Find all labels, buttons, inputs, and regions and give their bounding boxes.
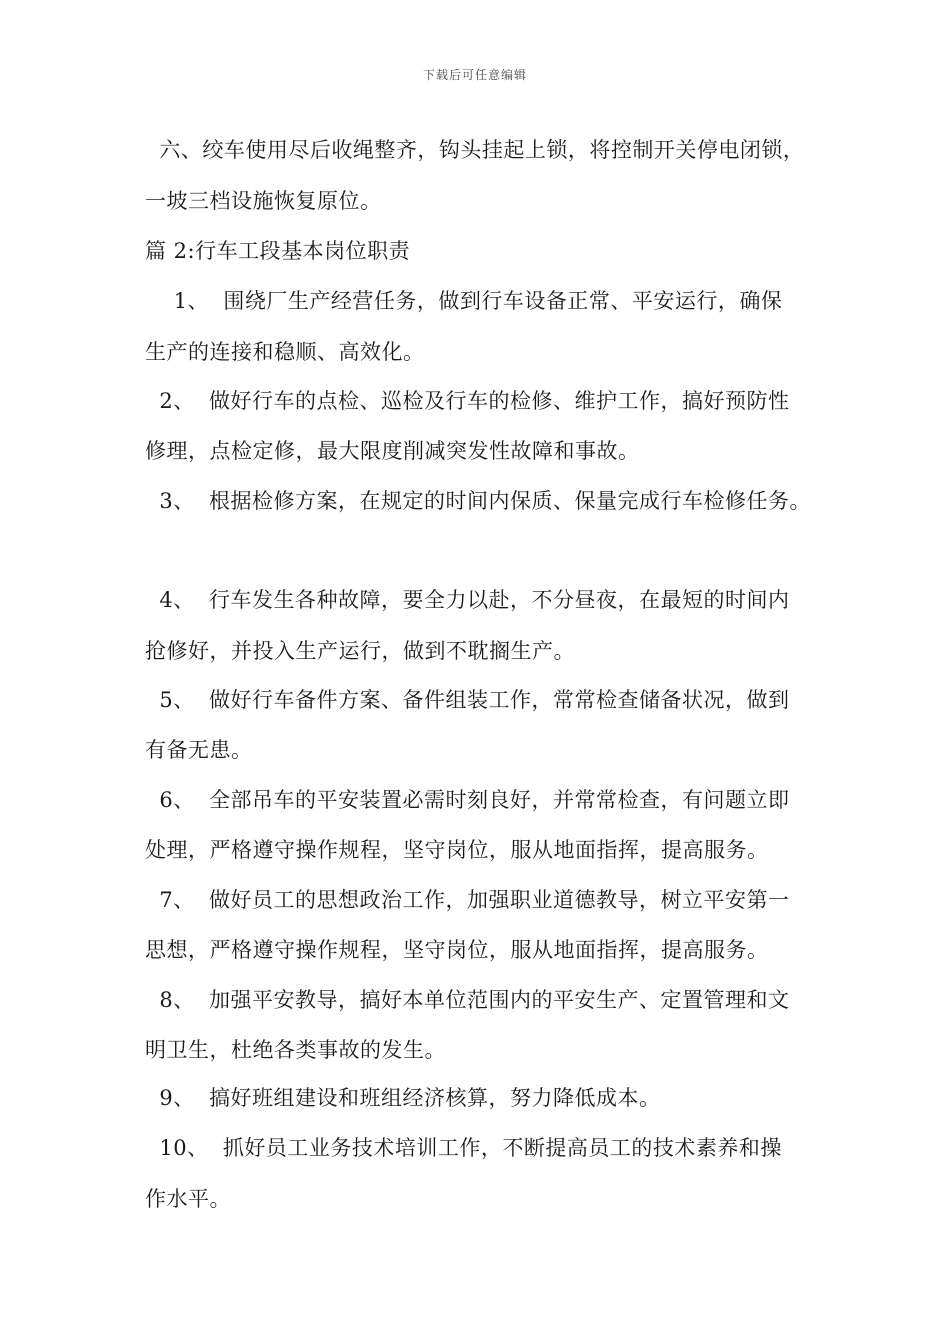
text-line: 1、 围绕厂生产经营任务，做到行车设备正常、平安运行，确保 xyxy=(145,289,783,313)
text-line: 9、 搞好班组建设和班组经济核算，努力降低成本。 xyxy=(145,1086,661,1110)
text-line: 4、 行车发生各种故障，要全力以赴，不分昼夜，在最短的时间内 xyxy=(145,588,790,612)
text-line: 一坡三档设施恢复原位。 xyxy=(145,189,382,213)
text-line: 7、 做好员工的思想政治工作，加强职业道德教导，树立平安第一 xyxy=(145,888,790,912)
text-line: 思想，严格遵守操作规程，坚守岗位，服从地面指挥，提高服务。 xyxy=(145,938,769,962)
text-line: 篇 2:行车工段基本岗位职责 xyxy=(145,239,411,263)
text-line: 明卫生，杜绝各类事故的发生。 xyxy=(145,1038,446,1062)
text-line: 作水平。 xyxy=(145,1187,231,1211)
text-line: 8、 加强平安教导，搞好本单位范围内的平安生产、定置管理和文 xyxy=(145,988,790,1012)
text-line: 六、绞车使用尽后收绳整齐，钩头挂起上锁，将控制开关停电闭锁， xyxy=(145,138,805,162)
text-line: 3、 根据检修方案，在规定的时间内保质、保量完成行车检修任务。 xyxy=(145,489,812,513)
text-line: 生产的连接和稳顺、高效化。 xyxy=(145,340,425,364)
page-header: 下载后可任意编辑 xyxy=(422,68,527,82)
text-line: 有备无患。 xyxy=(145,738,253,762)
text-line: 2、 做好行车的点检、巡检及行车的检修、维护工作，搞好预防性 xyxy=(145,389,790,413)
text-line: 6、 全部吊车的平安装置必需时刻良好，并常常检查，有问题立即 xyxy=(145,788,790,812)
text-line: 10、 抓好员工业务技术培训工作，不断提高员工的技术素养和操 xyxy=(145,1136,782,1160)
text-line: 修理，点检定修，最大限度削减突发性故障和事故。 xyxy=(145,439,640,463)
text-line: 处理，严格遵守操作规程，坚守岗位，服从地面指挥，提高服务。 xyxy=(145,838,769,862)
text-line: 抢修好，并投入生产运行，做到不耽搁生产。 xyxy=(145,639,575,663)
text-line: 5、 做好行车备件方案、备件组装工作，常常检查储备状况，做到 xyxy=(145,688,790,712)
